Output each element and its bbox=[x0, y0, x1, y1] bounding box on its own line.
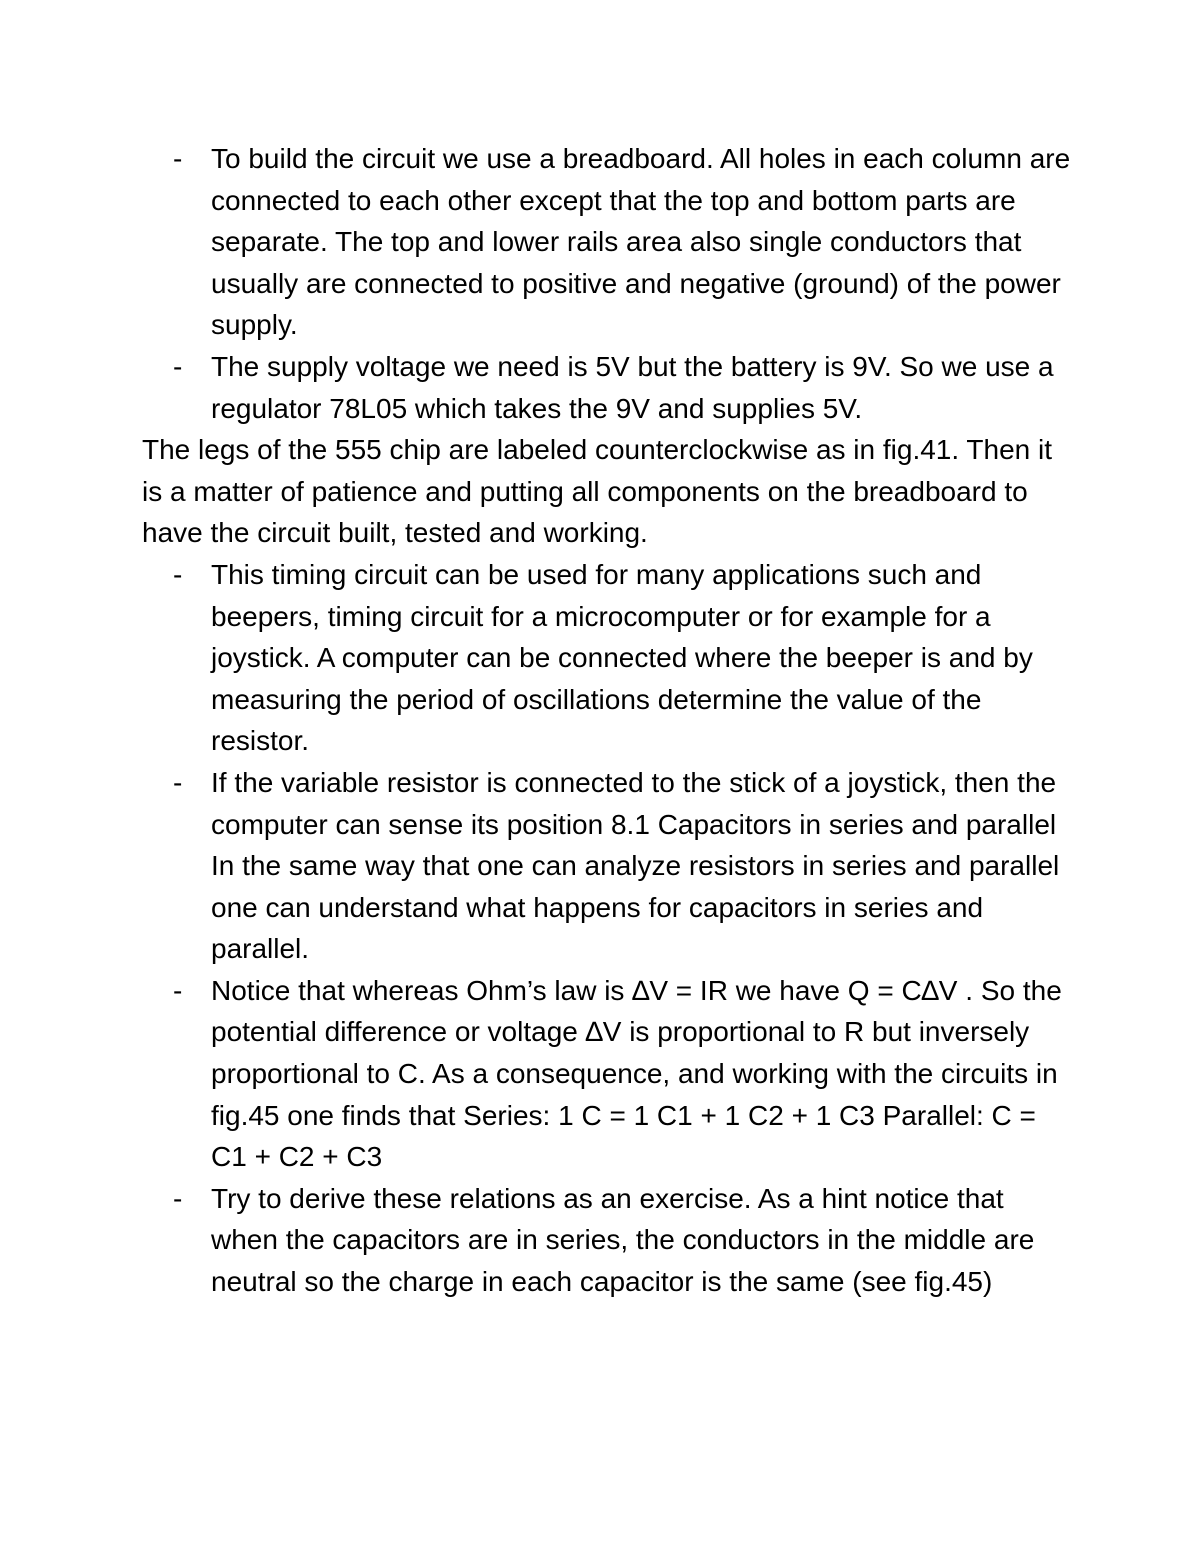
list-item-text: This timing circuit can be used for many applications such and beepers, timing circuit for a microcomputer or for example for a joystick. A computer can be connected where the beeper is and by measuring the period of oscillations determine the value of the resistor. bbox=[211, 558, 1033, 757]
list-item bbox=[142, 554, 1072, 762]
list-item bbox=[142, 762, 1072, 970]
bullet-dash: - bbox=[173, 1182, 183, 1214]
bullet-dash: - bbox=[173, 558, 183, 590]
list-item-text: Try to derive these relations as an exercise. As a hint notice that when the capacitors are in series, the conductors in the middle are neutral so the charge in each capacitor is the same (see fig.45) bbox=[211, 1182, 1035, 1298]
list-item bbox=[142, 346, 1072, 429]
bullet-list-applications bbox=[142, 554, 1072, 1303]
bullet-dash: - bbox=[173, 766, 183, 798]
bullet-dash: - bbox=[173, 974, 183, 1006]
list-item bbox=[142, 970, 1072, 1178]
body-paragraph: The legs of the 555 chip are labeled counterclockwise as in fig.41. Then it is a matter of patience and putting all components on the breadboard to have the circuit built, tested and working. bbox=[142, 434, 1053, 549]
list-item-text: Notice that whereas Ohm’s law is ∆V = IR we have Q = C∆V . So the potential difference or voltage ∆V is proportional to R but inversely proportional to C. As a consequence, and working with the circuits in fig.45 one finds that Series: 1 C = 1 C1 + 1 C2 + 1 C3 Parallel: C = C1 + C2 + C3 bbox=[211, 974, 1062, 1173]
list-item bbox=[142, 1178, 1072, 1303]
list-item-text: If the variable resistor is connected to the stick of a joystick, then the computer can sense its position 8.1 Capacitors in series and parallel In the same way that one can analyze resistors in series and parallel one can understand what happens for capacitors in series and parallel. bbox=[211, 766, 1060, 965]
document-body bbox=[142, 138, 1072, 1303]
bullet-dash: - bbox=[173, 350, 183, 382]
list-item-text: To build the circuit we use a breadboard. All holes in each column are connected to each other except that the top and bottom parts are separate. The top and lower rails area also single conductors that usually are connected to positive and negative (ground) of the power supply. bbox=[211, 143, 1071, 341]
list-item bbox=[142, 138, 1072, 346]
bullet-dash: - bbox=[173, 143, 183, 174]
bullet-list-breadboard bbox=[142, 138, 1072, 429]
list-item-text: The supply voltage we need is 5V but the battery is 9V. So we use a regulator 78L05 which takes the 9V and supplies 5V. bbox=[211, 350, 1054, 424]
